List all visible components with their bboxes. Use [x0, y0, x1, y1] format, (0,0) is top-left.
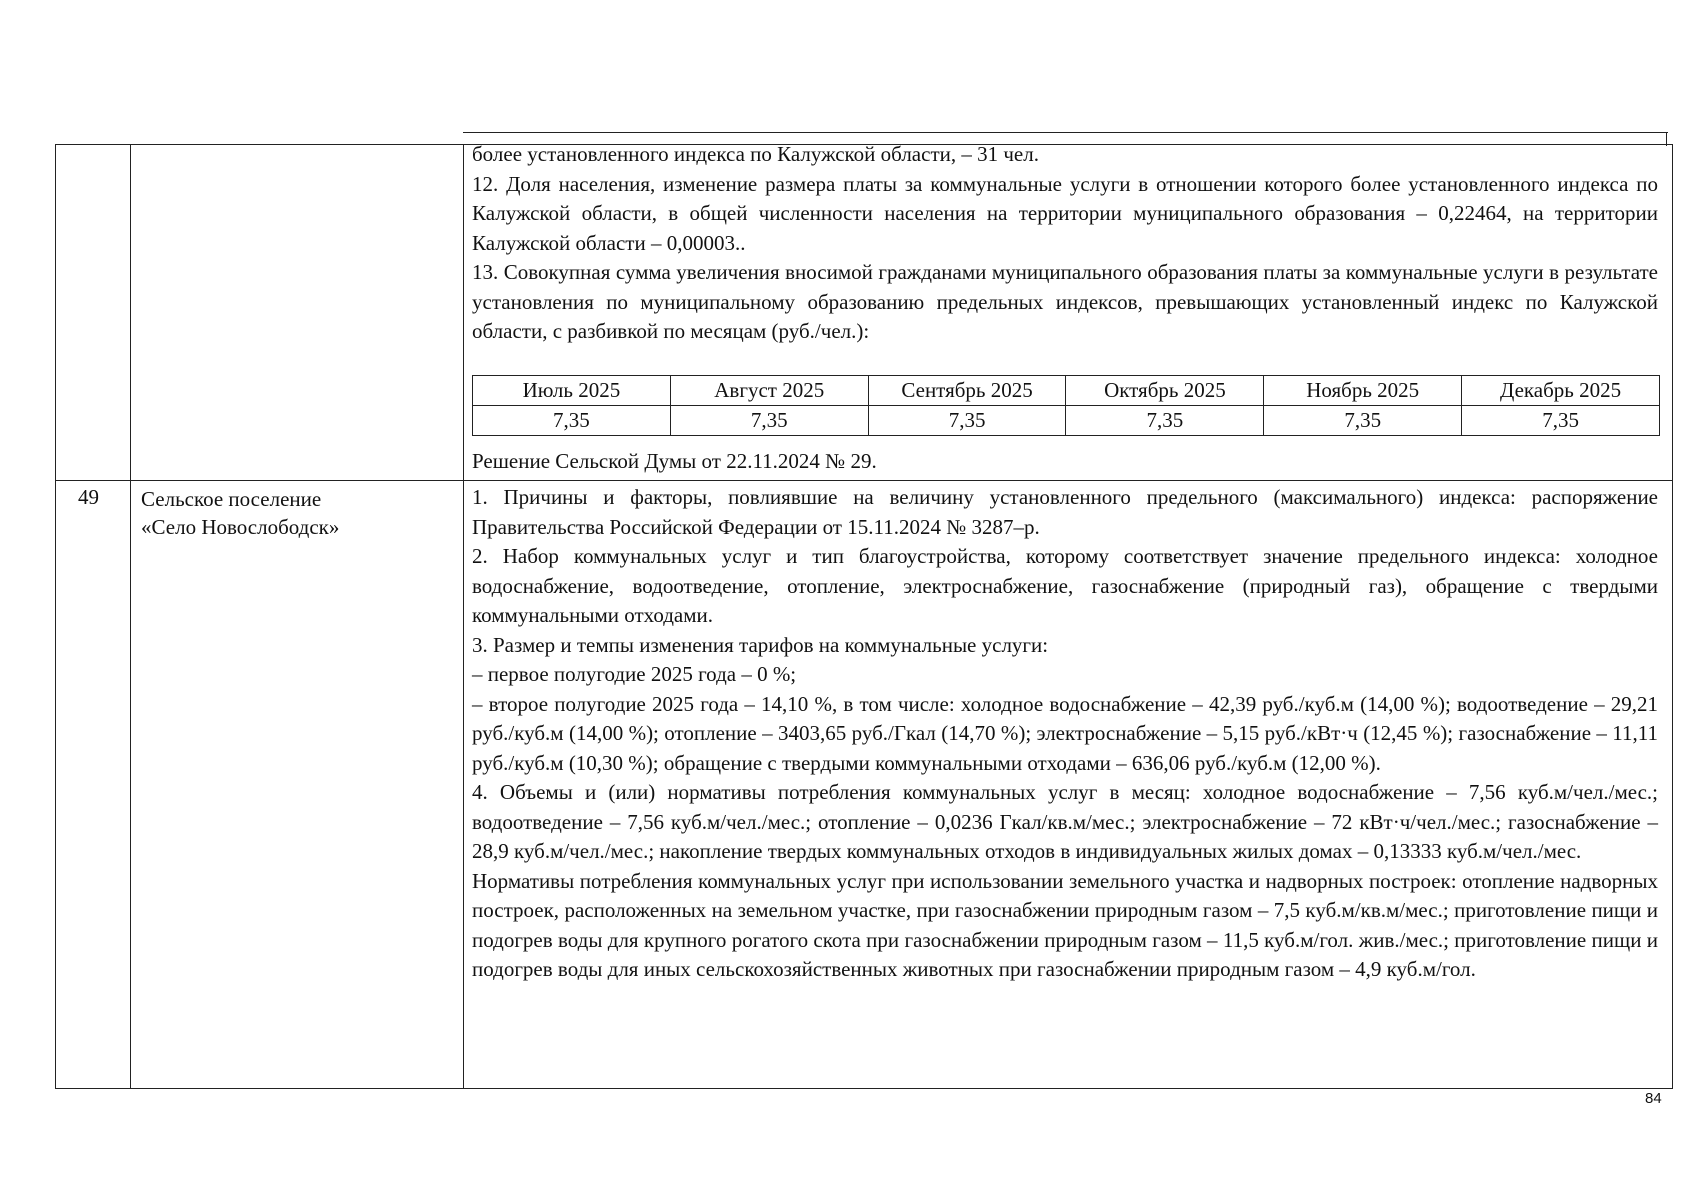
row-divider: [55, 480, 1673, 481]
months-table: [472, 375, 1660, 436]
month-header: Октябрь 2025: [1066, 376, 1264, 406]
month-value: 7,35: [1462, 406, 1660, 436]
row2-paragraph: 4. Объемы и (или) нормативы потребления коммунальных услуг в месяц: холодное водоснабжение – 7,56 куб.м/чел./мес.; водоотведение – 7,56 куб.м/чел./мес.; отопление – 0,0236 Гкал/кв.м/мес.; электроснабжение – 72 кВт·ч/чел./мес.; газоснабжение – 28,9 куб.м/чел./мес.; накопление твердых коммунальных отходов в индивидуальных жилых домах – 0,13333 куб.м/чел./мес.: [472, 780, 1658, 863]
row2-paragraph: Нормативы потребления коммунальных услуг при использовании земельного участка и надворных построек: отопление надворных построек, расположенных на земельном участке, при газоснабжении природным газом – 7,5 куб.м/кв.м/мес.; приготовление пищи и подогрев воды для крупного рогатого скота при газоснабжении природным газом – 11,5 куб.м/гол. жив./мес.; приготовление пищи и подогрев воды для иных сельскохозяйственных животных при газоснабжении природным газом – 4,9 куб.м/гол.: [472, 868, 1658, 981]
month-header: Декабрь 2025: [1462, 376, 1660, 406]
month-header: Сентябрь 2025: [868, 376, 1066, 406]
month-value: 7,35: [473, 406, 671, 436]
row2-paragraph: 1. Причины и факторы, повлиявшие на величину установленного предельного (максимального) индекса: распоряжение Правительства Российской Федерации от 15.11.2024 № 3287–р.: [472, 485, 1658, 539]
months-header-row: [473, 376, 1660, 406]
row2-paragraph: 2. Набор коммунальных услуг и тип благоустройства, которому соответствует значение предельного индекса: холодное водоснабжение, водоотведение, отопление, электроснабжение, газоснабжение (природный газ), обращение с твердыми коммунальными отходами.: [472, 544, 1658, 627]
column-divider-1: [130, 144, 131, 1089]
row2-paragraph: – первое полугодие 2025 года – 0 %;: [472, 662, 797, 686]
months-value-row: [473, 406, 1660, 436]
row1-paragraph: 13. Совокупная сумма увеличения вносимой гражданами муниципального образования платы за коммунальные услуги в результате установления по муниципальному образованию предельных индексов, превышающих установленный индекс по Калужской области, с разбивкой по месяцам (руб./чел.):: [472, 260, 1658, 343]
municipality-name-line: Сельское поселение: [141, 487, 322, 511]
column-divider-2: [463, 144, 464, 1089]
row1-paragraph: более установленного индекса по Калужской области, – 31 чел.: [472, 142, 1039, 166]
page-number: 84: [1645, 1090, 1662, 1107]
month-header: Июль 2025: [473, 376, 671, 406]
top-rule-right: [463, 132, 1668, 133]
decision-text: Решение Сельской Думы от 22.11.2024 № 29.: [472, 449, 877, 473]
row1-paragraph: 12. Доля населения, изменение размера платы за коммунальные услуги в отношении которого более установленного индекса по Калужской области, в общей численности населения на территории муниципального образования – 0,22464, на территории Калужской области – 0,00003..: [472, 171, 1658, 255]
month-header: Ноябрь 2025: [1264, 376, 1462, 406]
row1-text: [472, 140, 1658, 347]
month-value: 7,35: [868, 406, 1066, 436]
row1-right-edge: [1666, 132, 1667, 146]
municipality-name: [141, 485, 456, 541]
month-value: 7,35: [1066, 406, 1264, 436]
month-value: 7,35: [1264, 406, 1462, 436]
municipality-name-line: «Село Новослободск»: [141, 515, 340, 539]
month-header: Август 2025: [670, 376, 868, 406]
row2-text: [472, 483, 1658, 985]
row2-paragraph: – второе полугодие 2025 года – 14,10 %, в том числе: холодное водоснабжение – 42,39 руб./куб.м (14,00 %); водоотведение – 29,21 руб./куб.м (14,00 %); отопление – 3403,65 руб./Гкал (14,70 %); электроснабжение – 5,15 руб./кВт·ч (12,45 %); газоснабжение – 11,11 руб./куб.м (10,30 %); обращение с твердыми коммунальными отходами – 636,06 руб./куб.м (12,00 %).: [472, 691, 1658, 775]
row2-paragraph: 3. Размер и темпы изменения тарифов на коммунальные услуги:: [472, 632, 1049, 657]
row-number: 49: [78, 485, 99, 509]
month-value: 7,35: [670, 406, 868, 436]
